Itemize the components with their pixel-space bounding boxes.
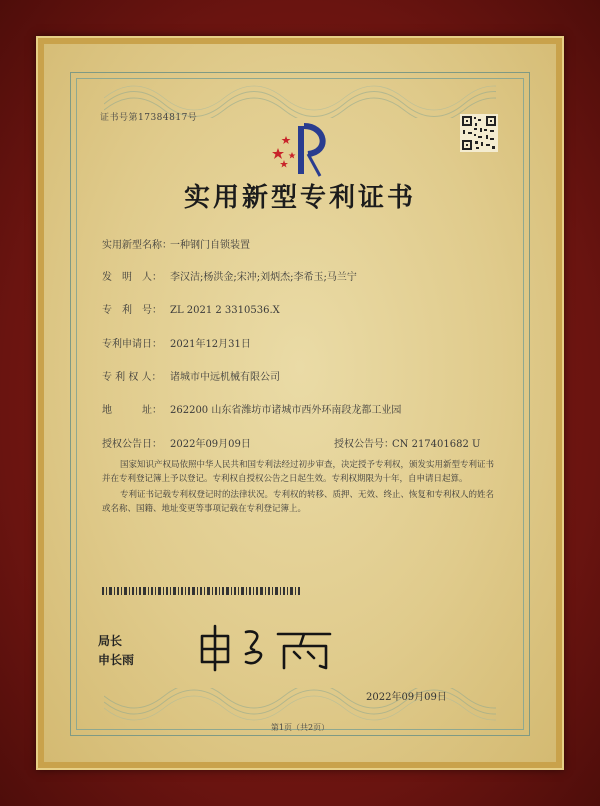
field-value: ZL 2021 2 3310536.X (170, 305, 280, 316)
field-filing-date (102, 335, 251, 349)
page-number: 第1页（共2页） (270, 723, 330, 732)
field-label: 专 利 号： (102, 305, 162, 316)
certificate-statement (102, 458, 502, 518)
field-label: 专 利 权 人： (102, 372, 162, 383)
field-label: 专利申请日： (102, 339, 162, 350)
field-utility-model-name (102, 236, 250, 250)
field-patentee (102, 368, 280, 382)
director-label: 局长 (98, 634, 123, 648)
certificate-number: 证书号第17384817号 (100, 113, 198, 123)
certificate-title: 实用新型专利证书 (183, 183, 416, 213)
field-value: 2022年09月09日 (170, 439, 251, 450)
field-grant-no (334, 435, 480, 449)
issue-date: 2022年09月09日 (366, 692, 447, 703)
field-value: 李汉洁;杨洪金;宋冲;刘炳杰;李希玉;马兰宁 (170, 272, 357, 283)
field-label: 授权公告号： (334, 439, 394, 450)
field-value: 诸城市中远机械有限公司 (170, 372, 280, 383)
field-label: 地 址： (102, 405, 162, 416)
cnipa-logo-icon (264, 118, 344, 182)
field-patent-no (102, 301, 280, 315)
barcode-icon (102, 587, 302, 595)
director-signature (194, 622, 344, 672)
statement-paragraph-2: 专利证书记载专利权登记时的法律状况。专利权的转移、质押、无效、终止、恢复和专利权人的姓名或名称、国籍、地址变更等事项记载在专利登记簿上。 (102, 490, 495, 514)
director-name: 申长雨 (98, 653, 135, 667)
qr-code-icon (460, 114, 498, 152)
field-value: 一种钢门自锁装置 (170, 240, 250, 251)
certificate-paper (44, 44, 556, 762)
field-value: 2021年12月31日 (170, 339, 251, 350)
field-inventors (102, 268, 357, 282)
field-address (102, 401, 401, 415)
field-label: 实用新型名称： (102, 240, 172, 251)
field-value: CN 217401682 U (392, 439, 481, 450)
field-label: 发 明 人： (102, 272, 162, 283)
field-value: 262200 山东省潍坊市诸城市西外环南段龙都工业园 (170, 405, 402, 416)
field-grant-date (102, 435, 251, 449)
statement-paragraph-1: 国家知识产权局依照中华人民共和国专利法经过初步审查，决定授予专利权，颁发实用新型专利证书并在专利登记簿上予以登记。专利权自授权公告之日起生效。专利权期限为十年，自申请日起算。 (102, 460, 495, 484)
field-label: 授权公告日： (102, 439, 162, 450)
